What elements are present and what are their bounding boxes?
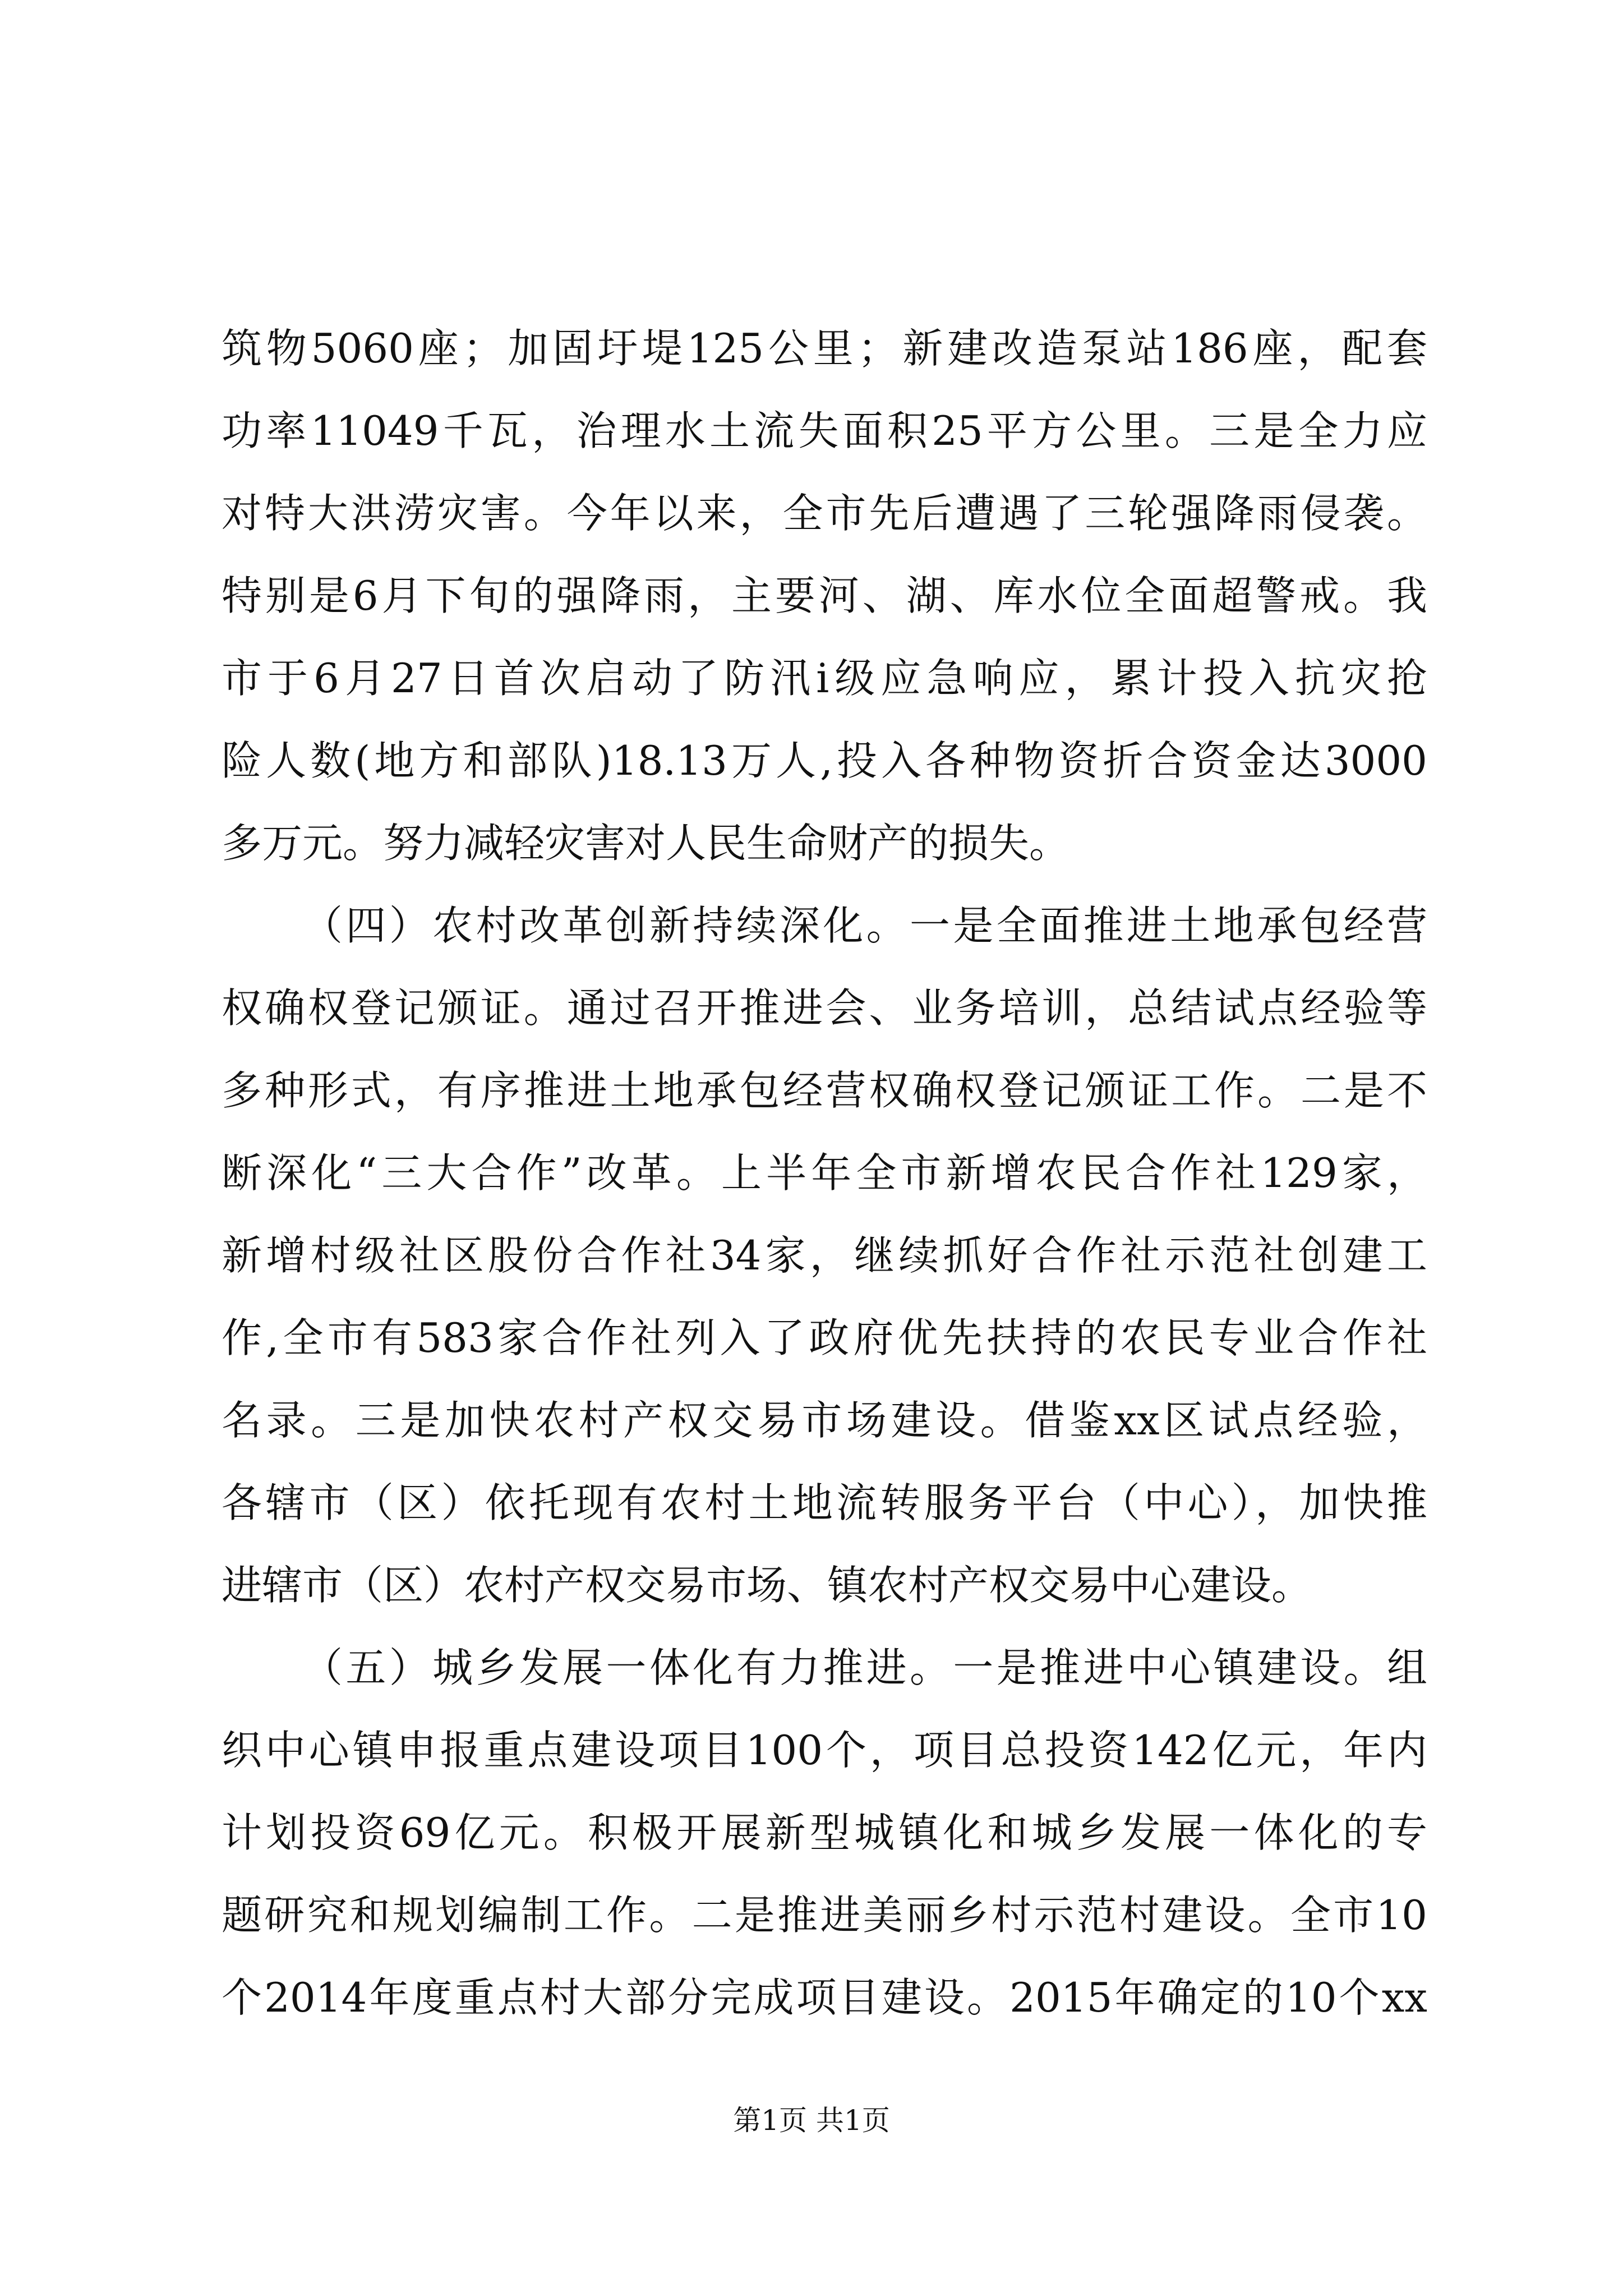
body-line-9: 权确权登记颁证。通过召开推进会、业务培训，总结试点经验等 xyxy=(222,984,1427,1032)
body-line-5: 市于6月27日首次启动了防汛ⅰ级应急响应，累计投入抗灾抢 xyxy=(222,655,1427,702)
section-heading-4: （四）农村改革创新持续深化。一是全面推进土地承包经营 xyxy=(302,902,1427,949)
body-line-10: 多种形式，有序推进土地承包经营权确权登记颁证工作。二是不 xyxy=(222,1067,1427,1114)
body-line-19: 计划投资69亿元。积极开展新型城镇化和城乡发展一体化的专 xyxy=(222,1809,1427,1856)
body-line-7: 多万元。努力减轻灾害对人民生命财产的损失。 xyxy=(222,820,1070,867)
page-footer: 第1页 共1页 xyxy=(733,2104,890,2137)
body-line-21: 个2014年度重点村大部分完成项目建设。2015年确定的10个xx xyxy=(222,1974,1427,2021)
section-heading-5: （五）城乡发展一体化有力推进。一是推进中心镇建设。组 xyxy=(302,1644,1427,1691)
body-line-14: 名录。三是加快农村产权交易市场建设。借鉴xx区试点经验， xyxy=(222,1397,1427,1444)
body-line-6: 险人数(地方和部队)18.13万人,投入各种物资折合资金达3000 xyxy=(222,737,1427,784)
body-line-4: 特别是6月下旬的强降雨，主要河、湖、库水位全面超警戒。我 xyxy=(222,572,1427,619)
body-line-11: 断深化“三大合作”改革。上半年全市新增农民合作社129家， xyxy=(222,1149,1427,1197)
body-line-18: 织中心镇申报重点建设项目100个，项目总投资142亿元，年内 xyxy=(222,1727,1427,1774)
body-line-20: 题研究和规划编制工作。二是推进美丽乡村示范村建设。全市10 xyxy=(222,1892,1427,1939)
body-line-1: 筑物5060座；加固圩堤125公里；新建改造泵站186座，配套 xyxy=(222,325,1427,372)
body-line-15: 各辖市（区）依托现有农村土地流转服务平台（中心），加快推 xyxy=(222,1479,1427,1526)
body-line-13: 作,全市有583家合作社列入了政府优先扶持的农民专业合作社 xyxy=(222,1314,1427,1361)
body-line-16: 进辖市（区）农村产权交易市场、镇农村产权交易中心建设。 xyxy=(222,1562,1312,1609)
body-line-2: 功率11049千瓦，治理水土流失面积25平方公里。三是全力应 xyxy=(222,407,1427,454)
body-line-3: 对特大洪涝灾害。今年以来，全市先后遭遇了三轮强降雨侵袭。 xyxy=(222,490,1427,537)
body-line-12: 新增村级社区股份合作社34家，继续抓好合作社示范社创建工 xyxy=(222,1232,1427,1279)
